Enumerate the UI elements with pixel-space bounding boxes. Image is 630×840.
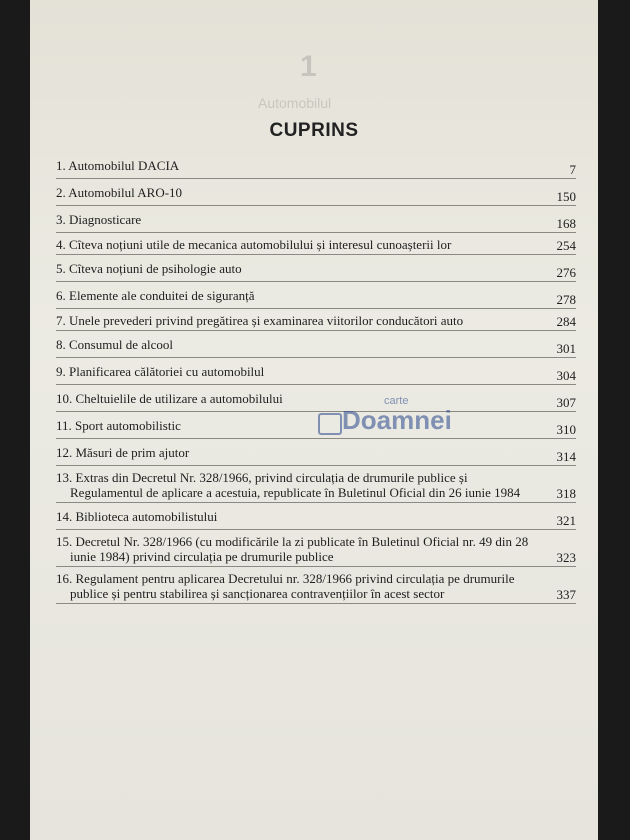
toc-entry [56,412,576,439]
ghost-chapter-title: Automobilul [258,95,332,111]
toc-entry-number: 11. [56,418,72,433]
toc-entry-number: 13. [56,470,73,485]
ghost-chapter-number: 1 [300,50,317,83]
toc-entry [56,233,576,255]
toc-entry [56,385,576,412]
toc-entry-page: 301 [556,341,576,356]
store-icon [318,413,342,435]
toc-entry-title: Consumul de alcool [69,337,173,352]
toc-entry-page: 284 [556,314,576,329]
toc-entry-page: 304 [556,368,576,383]
toc-entry-number: 6. [56,288,66,303]
toc-entry [56,530,576,567]
toc-entry-number: 15. [56,534,73,549]
toc-entry-page: 7 [569,162,576,177]
toc-entry [56,466,576,503]
toc-entry [56,358,576,385]
toc-entry-title: Elemente ale conduitei de siguranță [69,288,255,303]
toc-entry-page: 276 [556,265,576,280]
toc-entry-title: Cîteva noțiuni utile de mecanica automobilului și interesul cunoașterii lor [69,237,452,252]
page-title: CUPRINS [269,120,359,141]
toc-entry-page: 314 [556,449,576,464]
toc-entry-number: 10. [56,391,73,406]
toc-entry-page: 323 [556,550,576,565]
toc-entry-page: 321 [556,513,576,528]
toc-entry-title: Cîteva noțiuni de psihologie auto [69,261,242,276]
toc-entry-title: Regulament pentru aplicarea Decretului nr. 328/1966 privind circulația pe drumurile publice și pentru stabilirea și sancționarea contravențiilor în acest sector [70,571,515,601]
toc-entry-page: 307 [556,395,576,410]
toc-entry-title: Planificarea călătoriei cu automobilul [69,364,265,379]
toc-entry [56,503,576,530]
toc-entry [56,439,576,466]
toc-entry-title: Diagnosticare [69,212,142,227]
toc-entry-page: 337 [556,587,576,602]
book-page [30,0,598,840]
toc-entry [56,309,576,331]
toc-entry [56,282,576,309]
toc-entry-title: Biblioteca automobilistului [75,509,218,524]
toc-entry [56,331,576,358]
toc-entry-title: Cheltuielile de utilizare a automobilului [75,391,283,406]
toc-entry [56,179,576,206]
toc-entry-page: 310 [556,422,576,437]
table-of-contents [56,152,576,604]
toc-entry [56,567,576,604]
toc-entry-page: 318 [556,486,576,501]
toc-entry-number: 3. [56,212,66,227]
toc-entry-number: 2. [56,185,66,200]
watermark-logo [318,395,458,455]
toc-entry-page: 168 [556,216,576,231]
watermark-main-text: Doamnei [342,405,452,435]
toc-entry-number: 9. [56,364,66,379]
toc-entry-number: 8. [56,337,66,352]
toc-entry-title: Decretul Nr. 328/1966 (cu modificările la zi publicate în Buletinul Oficial nr. 49 din 28 iunie 1984) privind circulația pe drumurile publice [70,534,529,564]
toc-entry-number: 16. [56,571,73,586]
toc-entry-number: 1. [56,158,66,173]
toc-entry [56,152,576,179]
toc-entry-page: 150 [556,189,576,204]
toc-entry-title: Unele prevederi privind pregătirea și examinarea viitorilor conducători auto [69,313,464,328]
toc-entry-page: 254 [556,238,576,253]
watermark-top-text: carte [384,395,409,407]
toc-entry-page: 278 [556,292,576,307]
toc-entry-number: 5. [56,261,66,276]
toc-entry [56,255,576,282]
toc-entry-title: Măsuri de prim ajutor [75,445,190,460]
toc-entry-title: Sport automobilistic [75,418,181,433]
toc-entry [56,206,576,233]
toc-entry-number: 7. [56,313,66,328]
toc-entry-title: Extras din Decretul Nr. 328/1966, privind circulația de drumurile publice și Regulamentul de aplicare a acestuia, republicate în Buletinul Oficial din 26 iunie 1984 [70,470,521,500]
toc-entry-number: 14. [56,509,73,524]
toc-entry-title: Automobilul DACIA [68,158,180,173]
toc-entry-number: 12. [56,445,73,460]
toc-entry-number: 4. [56,237,66,252]
toc-entry-title: Automobilul ARO-10 [68,185,183,200]
